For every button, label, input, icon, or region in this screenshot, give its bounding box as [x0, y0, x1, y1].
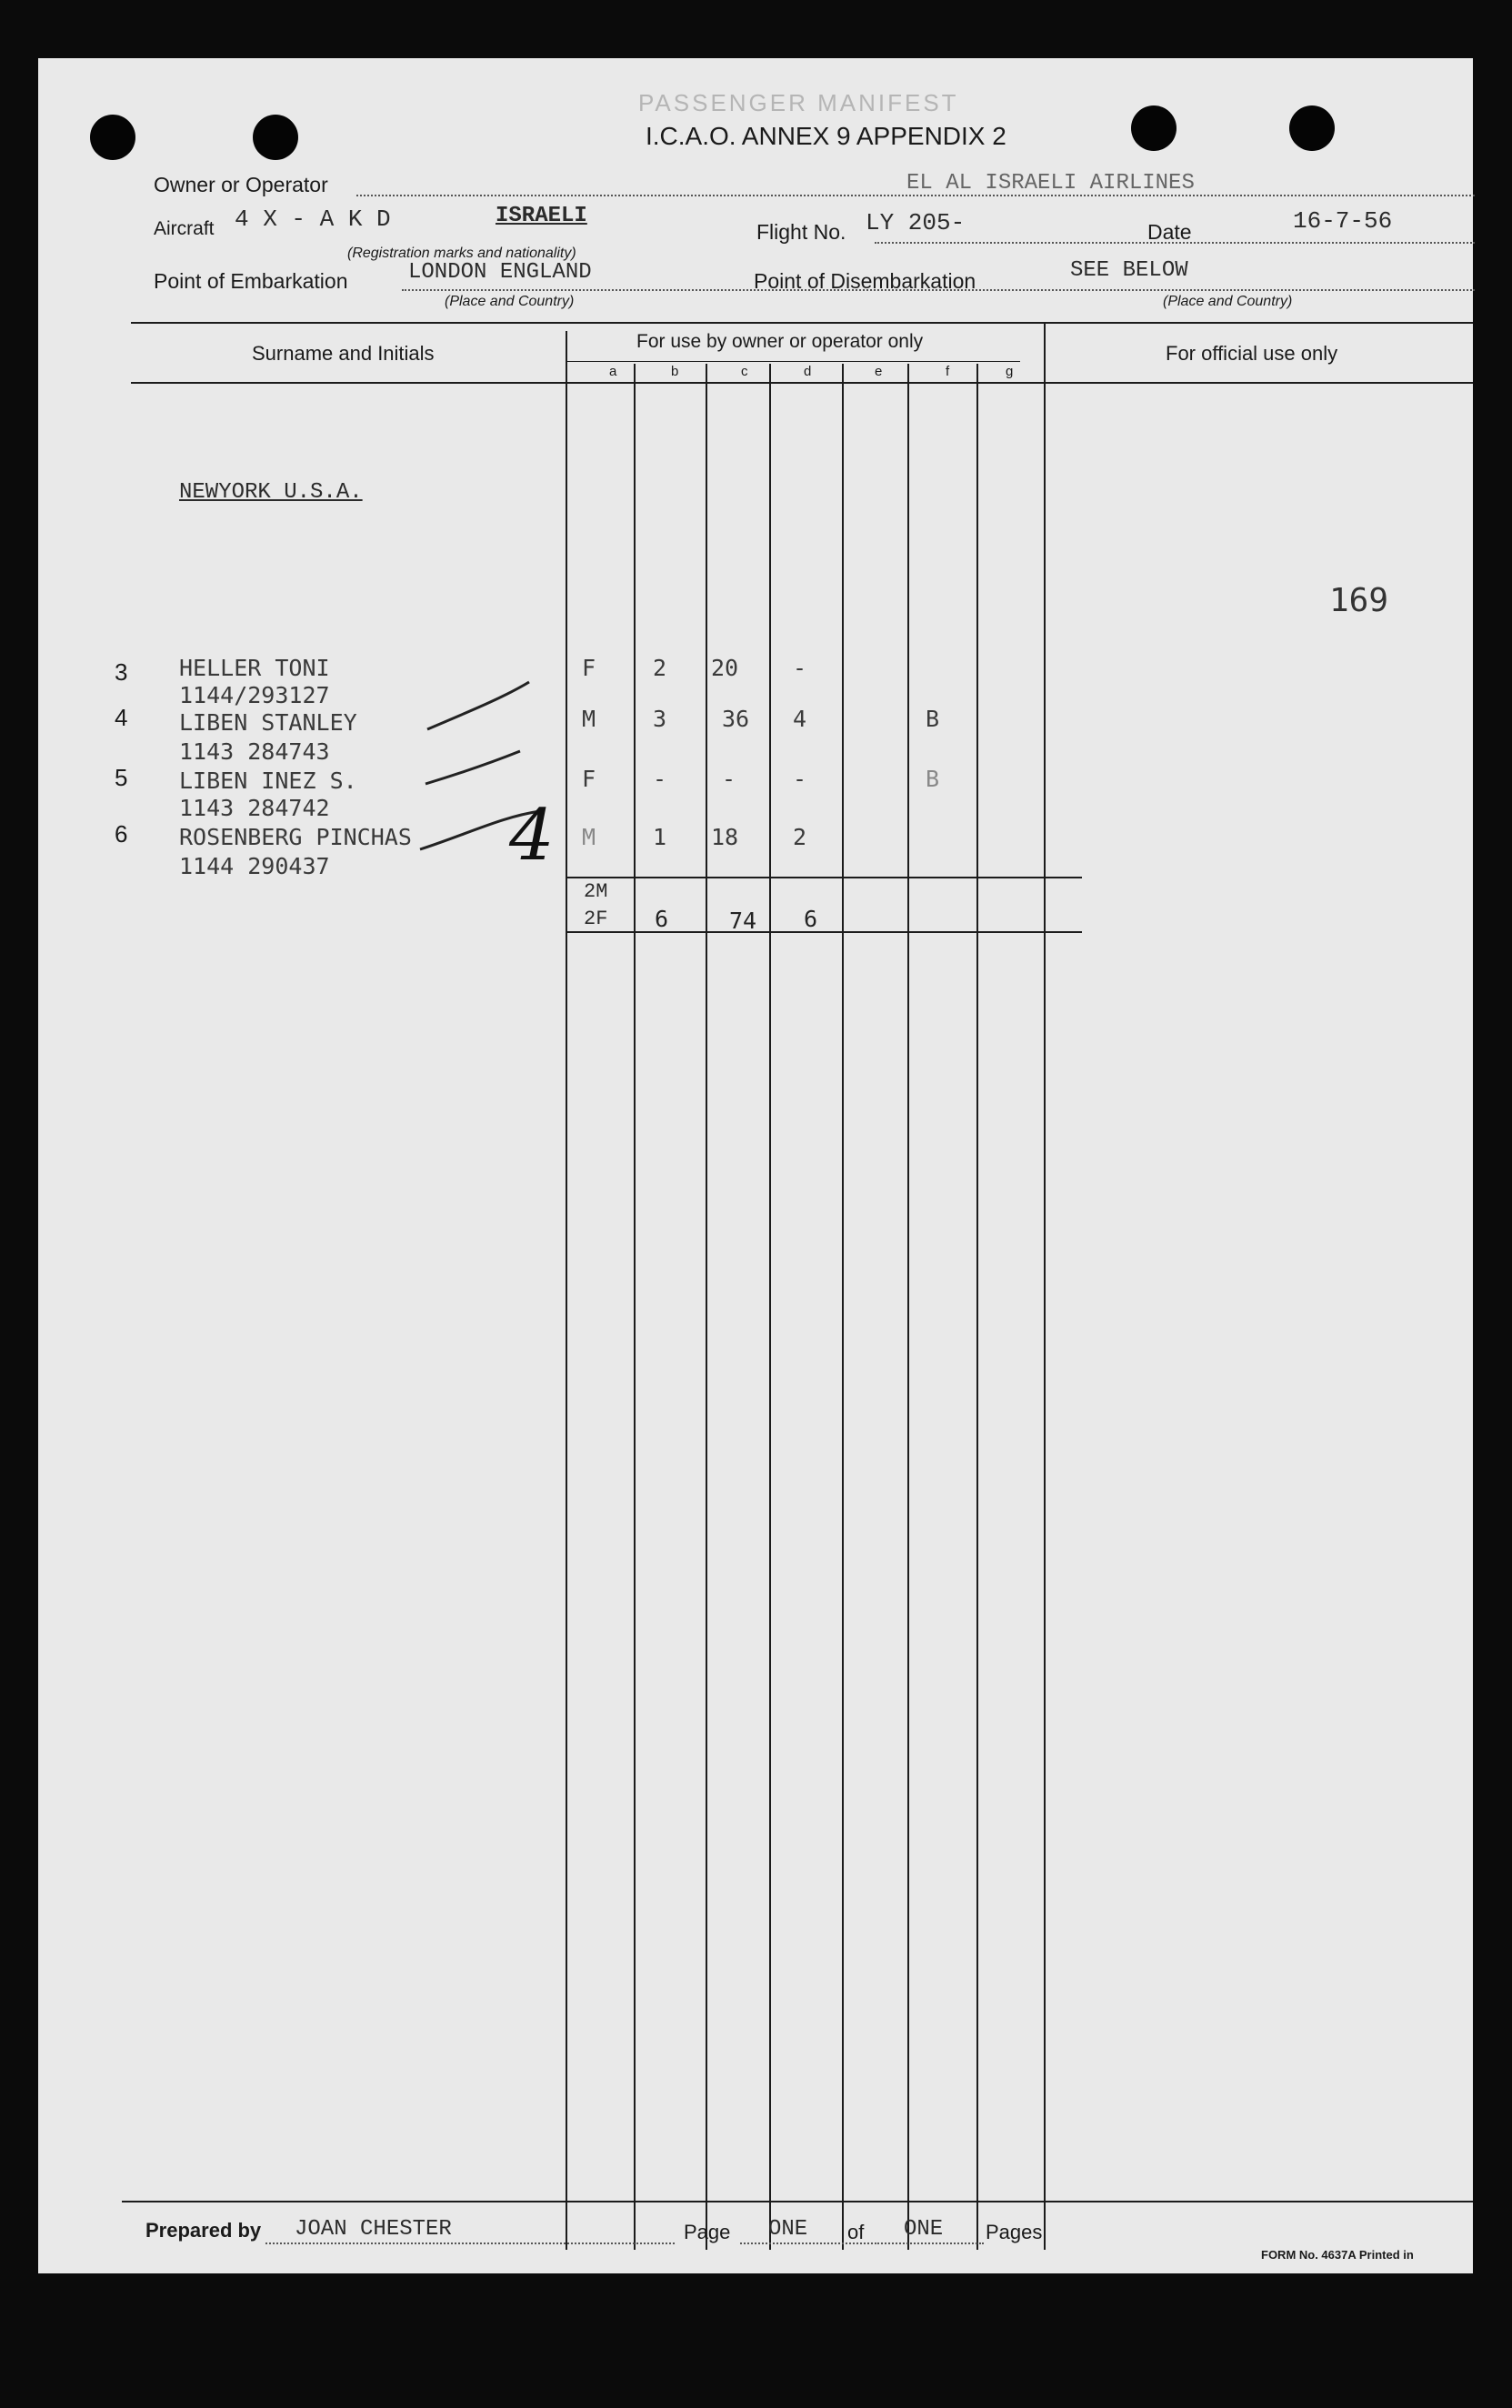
cell-b: 1	[653, 824, 667, 850]
column-rule	[1044, 322, 1046, 2250]
footer-rule	[122, 2201, 1473, 2202]
punch-hole	[253, 115, 298, 160]
aircraft-value: 4 X - A K D	[235, 206, 391, 233]
totals-bottom-rule	[566, 931, 1082, 933]
embarkation-sublabel: (Place and Country)	[445, 294, 575, 309]
prepared-value: JOAN CHESTER	[295, 2217, 452, 2242]
form-title: I.C.A.O. ANNEX 9 APPENDIX 2	[646, 122, 1006, 150]
total-female: 2F	[584, 908, 608, 930]
of-label: of	[847, 2221, 865, 2243]
total-male: 2M	[584, 880, 608, 903]
owner-label: Owner or Operator	[154, 173, 328, 196]
passenger-ref: 1144 290437	[179, 853, 330, 879]
passenger-name: LIBEN INEZ S.	[179, 768, 357, 794]
manifest-page	[38, 58, 1473, 2273]
column-rule	[769, 364, 771, 2250]
disembarkation-label: Point of Disembarkation	[754, 269, 976, 293]
totals-top-rule	[566, 877, 1082, 878]
prepared-label: Prepared by	[145, 2219, 262, 2242]
surname-header: Surname and Initials	[252, 342, 435, 365]
passenger-ref: 1143 284742	[179, 795, 330, 821]
aircraft-label: Aircraft	[154, 218, 215, 239]
row-number: 3	[115, 658, 128, 686]
passenger-ref: 1144/293127	[179, 682, 330, 708]
disembarkation-sublabel: (Place and Country)	[1163, 294, 1293, 309]
date-value: 16-7-56	[1293, 207, 1393, 235]
cell-c: 18	[711, 824, 739, 850]
passenger-name: LIBEN STANLEY	[179, 709, 357, 736]
cell-d: -	[793, 655, 807, 681]
column-letter-e: e	[875, 364, 883, 379]
page-value: ONE	[768, 2217, 808, 2242]
cell-c: 36	[722, 706, 750, 732]
cell-a: F	[582, 655, 596, 681]
header-bottom-rule	[131, 382, 1473, 384]
cell-b: 2	[653, 655, 667, 681]
page-label: Page	[684, 2221, 731, 2243]
cell-a: M	[582, 824, 596, 850]
cell-b: 3	[653, 706, 667, 732]
row-number: 6	[115, 820, 128, 848]
row-number: 4	[115, 704, 128, 731]
official-number: 169	[1329, 582, 1389, 619]
row-number: 5	[115, 764, 128, 791]
column-rule	[976, 364, 978, 2250]
passenger-ref: 1143 284743	[179, 738, 330, 765]
passenger-name: ROSENBERG PINCHAS	[179, 824, 412, 850]
prepared-line	[265, 2242, 675, 2244]
column-letter-a: a	[609, 364, 617, 379]
total-d: 6	[804, 906, 818, 932]
official-header: For official use only	[1166, 342, 1338, 365]
passenger-name: HELLER TONI	[179, 655, 330, 681]
column-letter-c: c	[741, 364, 748, 379]
cell-a: F	[582, 766, 596, 792]
date-label: Date	[1147, 220, 1192, 244]
cell-f: B	[926, 766, 940, 792]
flight-label: Flight No.	[756, 220, 846, 244]
cell-b: -	[653, 766, 667, 792]
form-number: FORM No. 4637A Printed in	[1261, 2248, 1414, 2262]
aircraft-sublabel: (Registration marks and nationality)	[347, 246, 576, 261]
flight-line	[875, 242, 1475, 244]
punch-hole	[1289, 105, 1335, 151]
cell-c: 20	[711, 655, 739, 681]
column-letter-f: f	[946, 364, 950, 379]
column-rule	[566, 331, 567, 2250]
owner-use-header: For use by owner or operator only	[636, 331, 924, 352]
column-letter-b: b	[671, 364, 679, 379]
of-value: ONE	[904, 2217, 944, 2242]
punch-hole	[90, 115, 135, 160]
owner-value: EL AL ISRAELI AIRLINES	[906, 171, 1195, 196]
cell-a: M	[582, 706, 596, 732]
of-line	[875, 2242, 984, 2244]
faded-title: PASSENGER MANIFEST	[638, 89, 959, 116]
column-letter-d: d	[804, 364, 812, 379]
punch-hole	[1131, 105, 1177, 151]
aircraft-nationality: ISRAELI	[496, 204, 587, 228]
cell-d: 2	[793, 824, 807, 850]
header-top-rule	[131, 322, 1473, 324]
column-letter-g: g	[1006, 364, 1014, 379]
cell-d: -	[793, 766, 807, 792]
embarkation-value: LONDON ENGLAND	[408, 260, 592, 285]
total-b: 6	[655, 906, 669, 932]
cell-c: -	[722, 766, 736, 792]
disembarkation-value: SEE BELOW	[1070, 258, 1188, 283]
handwritten-mark: 4	[509, 795, 555, 877]
column-rule	[842, 364, 844, 2250]
column-rule	[706, 364, 707, 2250]
destination: NEWYORK U.S.A.	[179, 480, 363, 505]
cell-d: 4	[793, 706, 807, 732]
subheader-rule	[566, 361, 1020, 362]
cell-f: B	[926, 706, 940, 732]
column-rule	[907, 364, 909, 2250]
column-rule	[634, 364, 636, 2250]
embarkation-label: Point of Embarkation	[154, 269, 348, 293]
pages-label: Pages	[986, 2221, 1043, 2243]
embarkation-line	[402, 289, 1475, 291]
total-c: 74	[729, 908, 757, 934]
flight-value: LY 205-	[866, 209, 966, 236]
